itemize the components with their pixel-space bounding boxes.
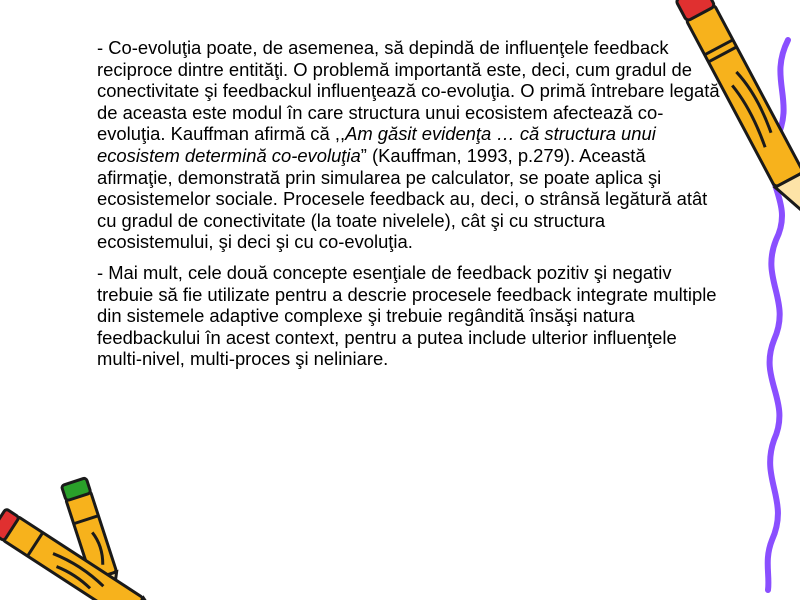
paragraph-feedback: - Mai mult, cele două concepte esenţiale de feedback pozitiv şi negativ trebuie să fie utilizate pentru a descrie procesele feedback integrate multiple din sistemele adaptive complexe şi trebuie regândită însăşi natura feedbackului în acest context, pentru a putea include ulterior influenţele multi-nivel, multi-proces şi neliniare. xyxy=(97,261,717,370)
paragraph-text: ” (Kauffman, 1993, p.279). Această afirmaţie, demonstrată prin simularea pe calculator, se poate aplica şi ecosistemelor sociale. Procesele feedback au, deci, o strânsă legătură atât cu gradul de conectivitate (la toate nivelele), cât şi cu structura ecosistemului, şi deci şi cu co-evoluţia. xyxy=(97,144,708,253)
paragraph-coevolution xyxy=(97,37,725,253)
quote-italic: Am găsit evidenţa … că structura unui ecosistem determină co-evoluţia xyxy=(97,123,656,166)
slide-body xyxy=(97,37,725,379)
paragraph-text: - Co-evoluţia poate, de asemenea, să depindă de influenţele feedback reciproce dintre entităţi. O problemă importantă este, deci, cum gradul de conectivitate şi feedbackul influenţează co-evoluţia. O primă întrebare legată de aceasta este modul în care structura unui ecosistem afectează co-evoluţia. Kauffman afirmă că ,, xyxy=(97,37,720,145)
